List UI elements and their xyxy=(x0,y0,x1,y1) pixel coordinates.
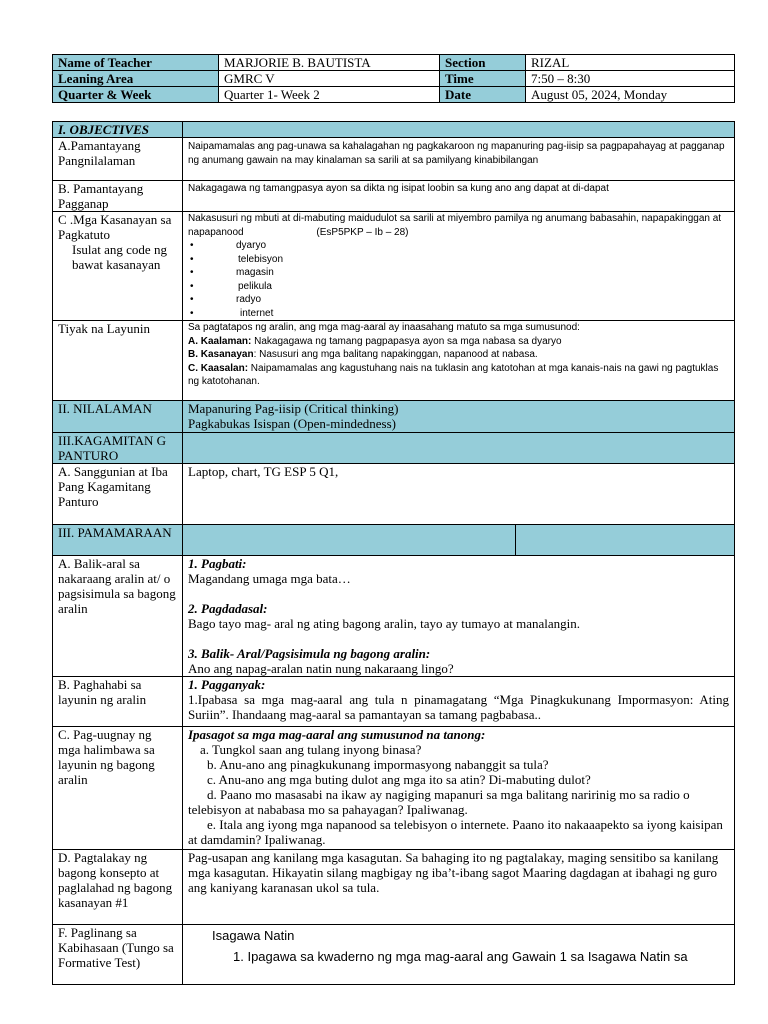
header-row xyxy=(53,55,735,71)
competency-description: Nakasusuri ng mbuti at di-mabuting maidudulot sa sarili at miyembro pamilya ng anumang babasahin, napapakinggan at napapanood xyxy=(188,213,722,238)
performance-standard-text: Nakagagawa ng tamangpasya ayon sa dikta ng isipat loobin sa kung ano ang dapat at di-dapat xyxy=(183,181,735,212)
competency-code: (EsP5PKP – Ib – 28) xyxy=(316,226,409,238)
competencies-label xyxy=(53,212,183,321)
list-item: • dyaryo xyxy=(190,240,267,251)
header-label: Date xyxy=(440,87,526,103)
question-item: b. Anu-ano ang pinagkukunang impormasyong nabanggit sa tula? xyxy=(207,757,549,772)
discussion-text: Pag-usapan ang kanilang mga kasagutan. Sa bahaging ito ng pagtalakay, maging sensitibo sa kanilang mga kasagutan. Hikayatin silang magbigay ng iba’t-ibang sagot Maaring dagdagan at ibahagi ng guro ang kaniyang karanasan ukol sa tula. xyxy=(183,850,735,925)
specific-objectives-row xyxy=(53,321,735,401)
list-item: • radyo xyxy=(190,294,262,305)
mastery-row xyxy=(53,925,735,985)
content-standard-row xyxy=(53,138,735,181)
motivation-label: B. Paghahabi sa layunin ng aralin xyxy=(53,677,183,727)
references-row xyxy=(53,464,735,525)
content-row xyxy=(53,401,735,433)
competencies-row xyxy=(53,212,735,321)
specific-objectives-intro: Sa pagtatapos ng aralin, ang mga mag-aaral ay inaasahang matuto sa mga sumusunod: xyxy=(188,322,580,333)
mastery-text xyxy=(183,925,735,985)
materials-heading-row xyxy=(53,433,735,464)
content-standard-label: A.Pamantayang Pangnilalaman xyxy=(53,138,183,181)
greeting-heading: 1. Pagbati: xyxy=(188,556,247,571)
teacher-info-table xyxy=(52,54,735,103)
specific-objectives-text xyxy=(183,321,735,401)
header-label: Leaning Area xyxy=(53,71,219,87)
examples-text xyxy=(183,727,735,850)
procedure-label: III. PAMAMARAAN xyxy=(53,525,183,556)
header-label: Section xyxy=(440,55,526,71)
prayer-text: Bago tayo mag- aral ng ating bagong aralin, tayo ay tumayo at manalangin. xyxy=(188,616,581,631)
question-item: c. Anu-ano ang mga buting dulot ang mga ito sa atin? Di-mabuting dulot? xyxy=(207,772,591,787)
objective-knowledge: A. Kaalaman: Nakagagawa ng tamang pagpapasya ayon sa mga nabasa sa dyaryo xyxy=(188,335,562,347)
questions-heading: Ipasagot sa mga mag-aaral ang sumusunod na tanong: xyxy=(188,727,486,742)
examples-label: C. Pag-uugnay ng mga halimbawa sa layunin ng bagong aralin xyxy=(53,727,183,850)
prayer-heading: 2. Pagdadasal: xyxy=(188,601,268,616)
review-label: A. Balik-aral sa nakaraang aralin at/ o pagsisimula sa bagong aralin xyxy=(53,556,183,677)
review-heading: 3. Balik- Aral/Pagsisimula ng bagong aralin: xyxy=(188,646,431,661)
header-value: 7:50 – 8:30 xyxy=(526,71,735,87)
competencies-title: C .Mga Kasanayan sa Pagkatuto xyxy=(58,212,172,242)
content-text xyxy=(183,401,735,433)
activity-heading: Isagawa Natin xyxy=(212,928,295,943)
objectives-heading-row xyxy=(53,122,735,138)
examples-row xyxy=(53,727,735,850)
content-line: Pagkabukas Isispan (Open-mindedness) xyxy=(188,416,396,431)
references-text: Laptop, chart, TG ESP 5 Q1, xyxy=(183,464,735,525)
discussion-row xyxy=(53,850,735,925)
question-item: d. Paano mo masasabi na ikaw ay nagiging mapanuri sa mga balitang naririnig mo sa radio o telebisyon at nababasa mo sa pahayagan? Ipaliwanag. xyxy=(188,787,690,817)
motivation-heading: 1. Pagganyak: xyxy=(188,677,266,692)
performance-standard-row xyxy=(53,181,735,212)
header-value: Quarter 1- Week 2 xyxy=(219,87,440,103)
review-text xyxy=(183,556,735,677)
question-item: a. Tungkol saan ang tulang inyong binasa? xyxy=(200,742,422,757)
references-label: A. Sanggunian at Iba Pang Kagamitang Panturo xyxy=(53,464,183,525)
review-row xyxy=(53,556,735,677)
performance-standard-label: B. Pamantayang Pagganap xyxy=(53,181,183,212)
motivation-body: 1.Ipabasa sa mga mag-aaral ang tula n pinamagatang “Mga Pinagkukunang Impormasyon: Ating Suriin”. Ihandaang mag-aaral sa pamantayan sa tamang pagbabasa.. xyxy=(188,692,729,722)
review-question: Ano ang napag-aralan natin nung nakaraang lingo? xyxy=(188,661,454,676)
list-item: • internet xyxy=(190,307,274,319)
competencies-code-instruction: Isulat ang code ng bawat kasanayan xyxy=(72,242,167,272)
greeting-text: Magandang umaga mga bata… xyxy=(188,571,351,586)
list-item: • telebisyon xyxy=(190,253,284,265)
content-label: II. NILALAMAN xyxy=(53,401,183,433)
content-standard-text: Naipamamalas ang pag-unawa sa kahalagahan ng pagkakaroon ng mapanuring pag-iisip sa pagpapahayag at pagganap ng anumang gawain na may kinalaman sa sarili at sa pamilyang kinabibilangan xyxy=(183,138,735,181)
discussion-label: D. Pagtalakay ng bagong konsepto at paglalahad ng bagong kasanayan #1 xyxy=(53,850,183,925)
header-value: RIZAL xyxy=(526,55,735,71)
list-item: • pelikula xyxy=(190,280,272,292)
header-row xyxy=(53,71,735,87)
header-label: Name of Teacher xyxy=(53,55,219,71)
header-label: Time xyxy=(440,71,526,87)
header-value: August 05, 2024, Monday xyxy=(526,87,735,103)
header-row xyxy=(53,87,735,103)
motivation-text xyxy=(183,677,735,727)
question-item: e. Itala ang iyong mga napanood sa telebisyon o internete. Paano ito nakaaapekto sa iyong kaisipan at damdamin? Ipaliwanag. xyxy=(188,817,723,847)
header-value: MARJORIE B. BAUTISTA xyxy=(219,55,440,71)
header-label: Quarter & Week xyxy=(53,87,219,103)
content-line: Mapanuring Pag-iisip (Critical thinking) xyxy=(188,401,399,416)
motivation-row xyxy=(53,677,735,727)
objective-skill: B. Kasanayan: Nasusuri ang mga balitang napakinggan, napanood at nabasa. xyxy=(188,349,538,360)
header-value: GMRC V xyxy=(219,71,440,87)
mastery-label: F. Paglinang sa Kabihasaan (Tungo sa Formative Test) xyxy=(53,925,183,985)
objective-attitude: C. Kaasalan: Naipamamalas ang kagustuhang nais na tuklasin ang katotohan at mga kanais-nais na gawi ng pagtuklas ng katotohanan. xyxy=(188,362,719,387)
list-item: • magasin xyxy=(190,267,274,278)
procedure-heading-row xyxy=(53,525,735,556)
specific-objectives-label: Tiyak na Layunin xyxy=(53,321,183,401)
objectives-heading: I. OBJECTIVES xyxy=(53,122,183,138)
competencies-text xyxy=(183,212,735,321)
materials-label: III.KAGAMITAN G PANTURO xyxy=(53,433,183,464)
lesson-plan-table xyxy=(52,121,735,985)
activity-instruction: 1. Ipagawa sa kwaderno ng mga mag-aaral ang Gawain 1 sa Isagawa Natin sa xyxy=(233,949,688,964)
